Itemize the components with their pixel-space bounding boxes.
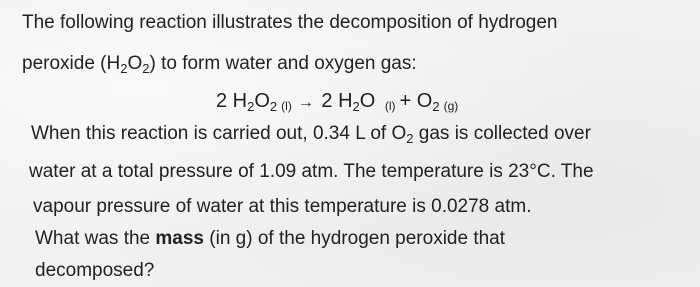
question-line-1: The following reaction illustrates the decomposition of hydrogen: [22, 12, 558, 33]
subscript: 2: [269, 99, 278, 114]
line-2-oxygen: O: [127, 53, 143, 74]
question-line-6: vapour pressure of water at this temperature is 0.0278 atm.: [33, 196, 532, 217]
reactant-oxygen: O: [254, 90, 270, 112]
line-4-text-after: gas is collected over: [413, 123, 591, 144]
product-coefficient: 2 H: [321, 90, 353, 112]
reactant-coefficient: 2 H: [216, 90, 248, 112]
chemical-equation: [216, 90, 462, 114]
state-label: (l): [281, 99, 292, 113]
question-line-5: water at a total pressure of 1.09 atm. The temperature is 23°C. The: [29, 161, 594, 182]
state-label: (g): [443, 99, 459, 113]
subscript: 2: [247, 99, 255, 114]
bold-mass: mass: [155, 228, 204, 249]
line-7-text-before: What was the: [35, 228, 156, 249]
reaction-arrow: →: [297, 94, 314, 111]
subscript: 2: [406, 131, 414, 146]
subscript: 2: [432, 99, 440, 114]
subscript: 2: [142, 61, 150, 76]
plus-sign: +: [399, 90, 412, 112]
state-label: (l): [384, 99, 396, 113]
question-line-2: [22, 53, 417, 76]
subscript: 2: [352, 99, 360, 114]
question-line-7: [35, 228, 505, 250]
line-7-text-after: (in g) of the hydrogen peroxide that: [204, 228, 506, 249]
line-2-text-after: ) to form water and oxygen gas:: [149, 53, 417, 74]
line-4-text-before: When this reaction is carried out, 0.34 L of O: [31, 123, 407, 144]
question-line-4: [31, 123, 591, 146]
question-line-8: decomposed?: [35, 260, 155, 281]
product-oxygen: O: [359, 90, 376, 112]
oxygen-gas: O: [416, 90, 433, 112]
subscript: 2: [120, 61, 128, 76]
line-2-text-before: peroxide (H: [22, 53, 121, 74]
